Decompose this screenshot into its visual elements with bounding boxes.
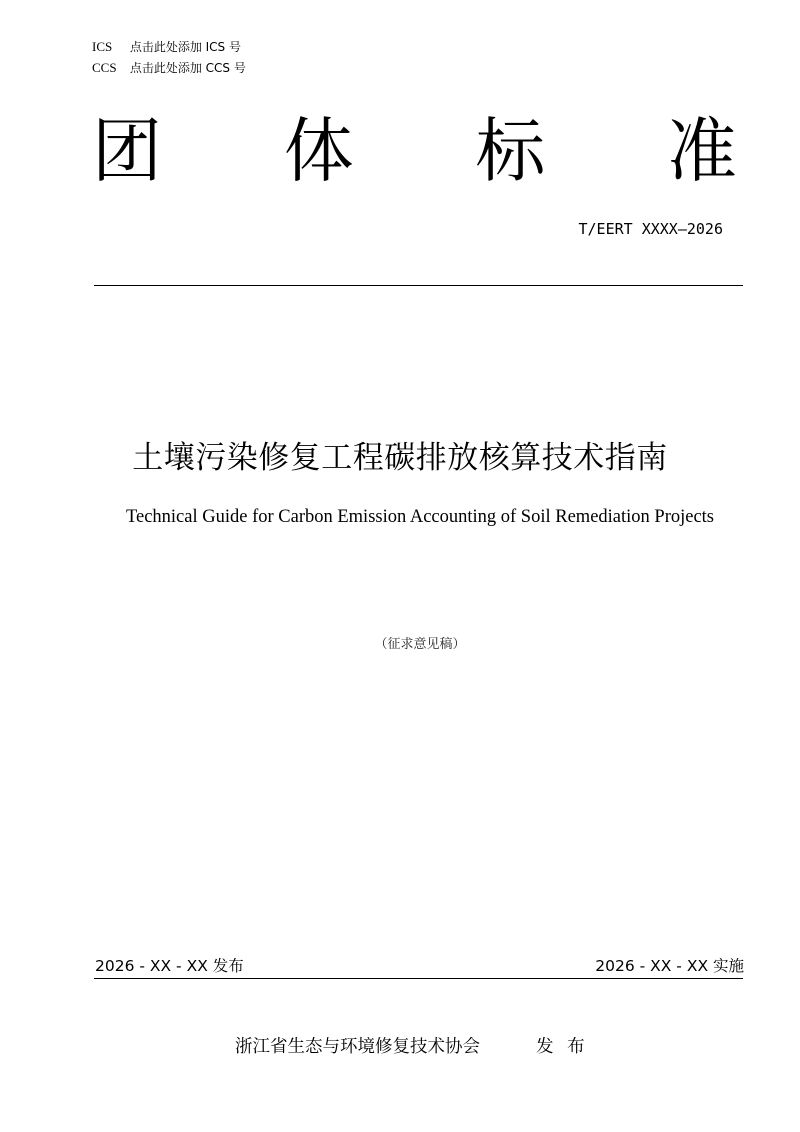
ics-line bbox=[92, 39, 241, 55]
document-type-heading bbox=[92, 110, 737, 192]
ics-placeholder[interactable]: 点击此处添加 ICS 号 bbox=[129, 40, 241, 54]
title-chinese: 土壤污染修复工程碳排放核算技术指南 bbox=[132, 440, 668, 476]
document-type-char: 体 bbox=[283, 110, 354, 192]
document-type-char: 准 bbox=[666, 110, 737, 192]
implement-date: 2026 - XX - XX 实施 bbox=[595, 957, 744, 975]
draft-status: （征求意见稿） bbox=[374, 637, 466, 652]
ccs-line bbox=[92, 60, 246, 76]
issuer-action: 发 布 bbox=[536, 1037, 585, 1057]
ccs-label: CCS bbox=[92, 60, 117, 75]
document-type-char: 团 bbox=[92, 110, 162, 192]
standard-number: T/EERT XXXX—2026 bbox=[578, 220, 723, 238]
ics-label: ICS bbox=[92, 39, 113, 54]
ccs-placeholder[interactable]: 点击此处添加 CCS 号 bbox=[129, 61, 246, 75]
title-english: Technical Guide for Carbon Emission Accounting of Soil Remediation Projects bbox=[125, 507, 715, 527]
issuer-name: 浙江省生态与环境修复技术协会 bbox=[235, 1037, 480, 1057]
top-divider bbox=[94, 285, 743, 286]
publish-date: 2026 - XX - XX 发布 bbox=[95, 957, 244, 975]
document-type-char: 标 bbox=[475, 110, 546, 192]
bottom-divider bbox=[94, 978, 743, 979]
